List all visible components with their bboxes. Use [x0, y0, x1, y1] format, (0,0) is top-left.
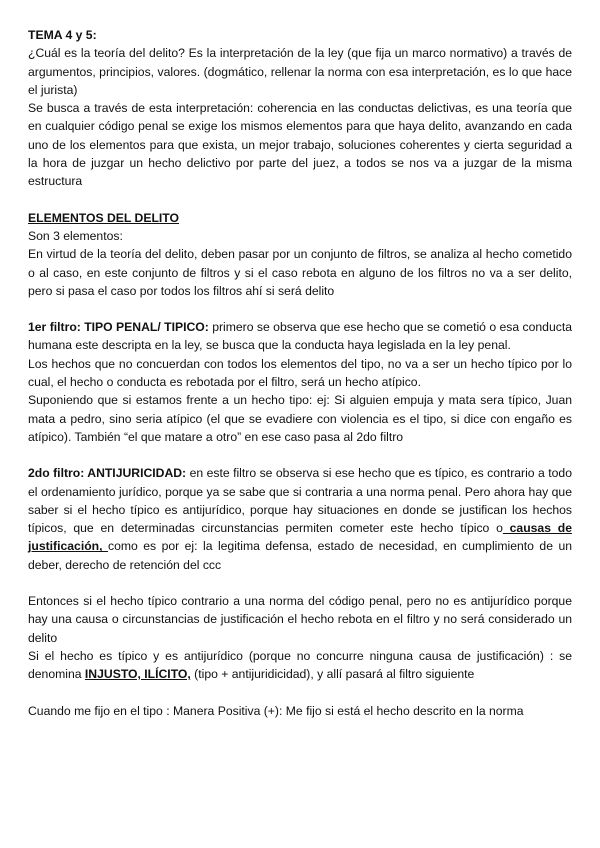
paragraph-conclusion: Entonces si el hecho típico contrario a una norma del código penal, pero no es antijurídico porque hay una causa o circunstancias de justificación el hecho rebota en el filtro y no será considerado un delito: [28, 594, 572, 645]
filter-1-text: primero se observa que ese hecho que se cometió o esa conducta humana este descripta en la ley, se busca que la conducta haya legislada en la ley penal.: [28, 320, 572, 353]
paragraph-definition: ¿Cuál es la teoría del delito? Es la interpretación de la ley (que fija un marco normativo) a través de argumentos, principios, valores. (dogmático, rellenar la norma con esa interpretación, es lo que hace el jurista): [28, 46, 572, 97]
spacer: [28, 191, 572, 209]
causas-justificacion: causas de justificación,: [28, 521, 572, 554]
paragraph-purpose: Se busca a través de esta interpretación: coherencia en las conductas delictivas, es una teoría que en cualquier código penal se exige los mismos elementos para que haya delito, avanzando en cada uno de los elementos para que exista, un mejor trabajo, soluciones coherentes y cierta seguridad a la hora de juzgar un hecho delictivo por parte del juez, a todos se nos va a juzgar de la misma estructura: [28, 101, 572, 189]
elements-count: Son 3 elementos:: [28, 228, 123, 243]
filter-1-label: 1er filtro: TIPO PENAL/ TIPICO:: [28, 320, 209, 335]
filter-2-text-b: como es por ej: la legitima defensa, estado de necesidad, en cumplimiento de un deber, derecho de retención del ccc: [28, 539, 572, 572]
filter-2-text-a: en este filtro se observa si ese hecho que es típico, es contrario a todo el ordenamiento jurídico, porque ya se sabe que si contraria a una norma penal. Pero ahora hay que saber si el hecho típico es antijurídico, porque hay situaciones en donde se justifican los hechos típicos, que en determinadas circunstancias permiten cometer este hecho típico o: [28, 466, 572, 536]
spacer: [28, 300, 572, 318]
injusto-text-a: Si el hecho es típico y es antijurídico (porque no concurre ninguna causa de justificación) : se denomina: [28, 648, 572, 682]
filter-2-label: 2do filtro: ANTIJURICIDAD:: [28, 466, 187, 481]
paragraph-injusto: [28, 647, 572, 684]
injusto-term: INJUSTO, ILÍCITO,: [84, 667, 191, 682]
spacer: [28, 446, 572, 464]
paragraph-filter-2: [28, 464, 572, 574]
section-heading: ELEMENTOS DEL DELITO: [28, 210, 180, 225]
paragraph-tipo-positivo: Cuando me fijo en el tipo : Manera Positiva (+): Me fijo si está el hecho descrito en la norma: [28, 703, 524, 718]
injusto-text-b: (tipo + antijuridicidad), y allí pasará al filtro siguiente: [190, 667, 475, 682]
paragraph-filter-1: [28, 318, 572, 355]
paragraph-filter-1-atypical: Los hechos que no concuerdan con todos los elementos del tipo, no va a ser un hecho típico por lo cual, el hecho o conducta es rebotada por el filtro, será un hecho atípico.: [28, 356, 572, 390]
spacer: [28, 574, 572, 592]
spacer: [28, 684, 572, 702]
document-title: TEMA 4 y 5:: [28, 28, 97, 42]
paragraph-filters: En virtud de la teoría del delito, deben pasar por un conjunto de filtros, se analiza al hecho cometido o al caso, en este conjunto de filtros y si el caso rebota en alguno de los filtros no va a ser delito, pero si pasa el caso por todos los filtros ahí si será delito: [28, 247, 572, 298]
paragraph-filter-1-example: Suponiendo que si estamos frente a un hecho tipo: ej: Si alguien empuja y mata sera típico, Juan mata a pedro, sino seria atípico (el que se evadiere con violencia es el tipo, si dice con engaño es atípico). También “el que matare a otro” en ese caso pasa al 2do filtro: [28, 393, 572, 444]
